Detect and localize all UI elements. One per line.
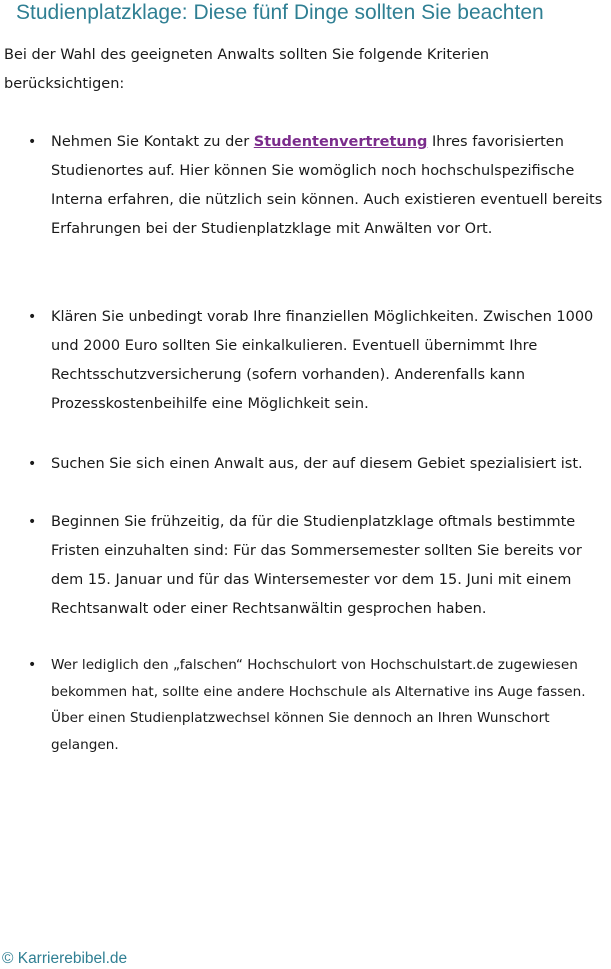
list-item: [22, 128, 611, 244]
bullet-icon: •: [28, 134, 37, 150]
list-item-text: Beginnen Sie frühzeitig, da für die Studienplatzklage oftmals bestimmte Fristen einzuhalten sind: Für das Sommersemester sollten Sie bereits vor dem 15. Januar und für das Wintersemester vor dem 15. Juni mit einem Rechtsanwalt oder einer Rechtsanwältin gesprochen haben.: [51, 514, 582, 617]
copyright-footer: © Karrierebibel.de: [2, 950, 128, 967]
list-item: [22, 450, 611, 479]
list-item-text: Klären Sie unbedingt vorab Ihre finanziellen Möglichkeiten. Zwischen 1000 und 2000 Euro sollten Sie einkalkulieren. Eventuell übernimmt Ihre Rechtsschutzversicherung (sofern vorhanden). Anderenfalls kann Prozesskostenbeihilfe eine Möglichkeit sein.: [51, 309, 594, 412]
list-item: [22, 303, 611, 419]
list-item-text: Wer lediglich den „falschen“ Hochschulort von Hochschulstart.de zugewiesen bekommen hat, sollte eine andere Hochschule als Alternative ins Auge fassen. Über einen Studienplatzwechsel können Sie dennoch an Ihren Wunschort gelangen.: [51, 657, 586, 753]
bullet-icon: •: [28, 514, 37, 530]
bullet-icon: •: [28, 657, 37, 673]
list-item-text-after: Ihres favorisierten Studienortes auf. Hier können Sie womöglich noch hochschulspezifische Interna erfahren, die nützlich sein können. Auch existieren eventuell bereits Erfahrungen bei der Studienplatzklage mit Anwälten vor Ort.: [51, 134, 603, 237]
list-item-text-before: Nehmen Sie Kontakt zu der: [51, 134, 254, 150]
list-item: [22, 652, 611, 758]
bullet-icon: •: [28, 456, 37, 472]
article-title: Studienplatzklage: Diese fünf Dinge sollten Sie beachten: [16, 1, 544, 24]
intro-paragraph: Bei der Wahl des geeigneten Anwalts sollten Sie folgende Kriterien berücksichtigen:: [4, 47, 490, 92]
studentenvertretung-link[interactable]: Studentenvertretung: [253, 134, 428, 150]
list-item: [22, 508, 611, 624]
list-item-text: Suchen Sie sich einen Anwalt aus, der auf diesem Gebiet spezialisiert ist.: [51, 456, 583, 472]
list-item-text: [51, 128, 611, 244]
bullet-icon: •: [28, 309, 37, 325]
